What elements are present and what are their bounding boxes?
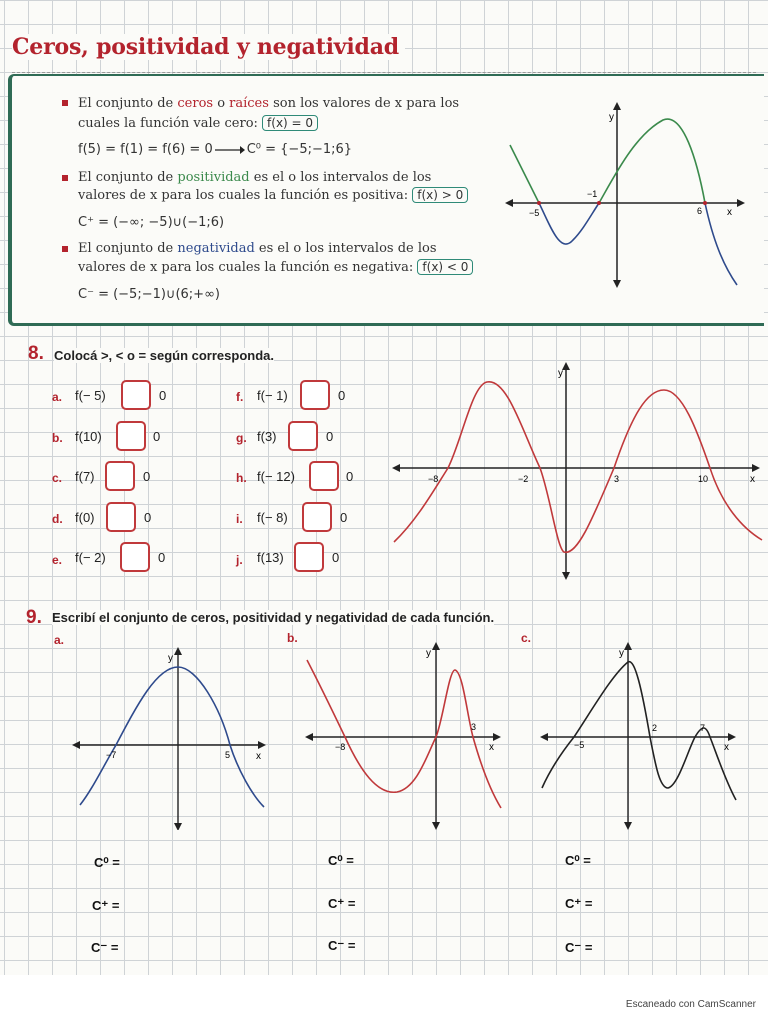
theory-positividad-line1: El conjunto de positividad es el o los intervalos de los — [78, 170, 432, 185]
item-expression: f(10) — [75, 429, 102, 444]
item-zero: 0 — [143, 469, 151, 484]
negatividad-formula: C⁻ = (−5;−1)∪(6;+∞) — [78, 287, 220, 302]
theory-positividad-line2: valores de x para los cuales la función es positiva: f(x) > 0 — [78, 187, 468, 204]
scanner-watermark: Escaneado con CamScanner — [625, 999, 756, 1010]
tick-label: 10 — [698, 474, 709, 484]
item-zero: 0 — [340, 510, 348, 525]
tick-label: 2 — [652, 723, 658, 733]
tick-label: −5 — [574, 740, 585, 750]
item-letter: f. — [236, 390, 244, 404]
item-zero: 0 — [158, 550, 166, 565]
item-zero: 0 — [159, 388, 167, 403]
positividad-formula: C⁺ = (−∞; −5)∪(−1;6) — [78, 215, 225, 230]
item-letter: h. — [236, 471, 247, 485]
item-letter: b. — [52, 431, 63, 445]
bullet-icon — [62, 100, 68, 106]
positividad-condition-box: f(x) > 0 — [412, 187, 468, 203]
item-expression: f(7) — [75, 469, 95, 484]
ceros-label-a: C⁰ = — [94, 855, 120, 870]
exercise-9b-graph — [305, 640, 505, 830]
title-divider — [12, 72, 756, 73]
item-zero: 0 — [338, 388, 346, 403]
graph-x-label: x — [724, 742, 729, 753]
item-expression: f(13) — [257, 550, 284, 565]
item-zero: 0 — [346, 469, 354, 484]
item-expression: f(− 1) — [257, 388, 288, 403]
answer-box-b[interactable] — [116, 421, 146, 451]
exercise-9c-graph — [540, 640, 740, 830]
tick-label: −8 — [428, 474, 439, 484]
item-letter: c. — [52, 471, 63, 485]
exercise-8-number: 8. — [28, 343, 44, 364]
positividad-label-c: C⁺ = — [565, 896, 593, 911]
theory-ceros-line1: El conjunto de ceros o raíces son los valores de x para los — [78, 96, 460, 111]
exercise-9a-graph — [72, 645, 270, 830]
item-expression: f(3) — [257, 429, 277, 444]
tick-label: −5 — [529, 208, 540, 218]
answer-box-e[interactable] — [120, 542, 150, 572]
tick-label: −1 — [587, 189, 598, 199]
answer-box-f[interactable] — [300, 380, 330, 410]
ceros-label-b: C⁰ = — [328, 853, 354, 868]
tick-label: −2 — [518, 474, 529, 484]
tick-label: −7 — [106, 750, 117, 760]
tick-label: 3 — [614, 474, 620, 484]
bullet-icon — [62, 175, 68, 181]
item-expression: f(− 5) — [75, 388, 106, 403]
item-letter: i. — [236, 512, 243, 526]
negatividad-label-c: C⁻ = — [565, 940, 593, 955]
item-expression: f(− 2) — [75, 550, 106, 565]
ceros-label-c: C⁰ = — [565, 853, 591, 868]
item-letter: d. — [52, 512, 63, 526]
item-letter: g. — [236, 431, 247, 445]
tick-label: 3 — [471, 722, 477, 732]
page-title: Ceros, positividad y negatividad — [12, 34, 405, 60]
positividad-label-a: C⁺ = — [92, 898, 120, 913]
part-a-label: a. — [54, 633, 65, 647]
theory-negatividad-line1: El conjunto de negatividad es el o los intervalos de los — [78, 241, 437, 256]
negatividad-label-a: C⁻ = — [91, 940, 119, 955]
answer-box-i[interactable] — [302, 502, 332, 532]
part-b-label: b. — [287, 631, 298, 645]
answer-box-j[interactable] — [294, 542, 324, 572]
item-zero: 0 — [144, 510, 152, 525]
item-letter: e. — [52, 553, 63, 567]
exercise-9-number: 9. — [26, 607, 42, 628]
graph-y-label: y — [426, 648, 431, 659]
tick-label: 7 — [700, 723, 706, 733]
answer-box-h[interactable] — [309, 461, 339, 491]
item-expression: f(0) — [75, 510, 95, 525]
item-zero: 0 — [326, 429, 334, 444]
graph-y-label: y — [558, 368, 563, 379]
exercise-8-graph — [392, 360, 764, 582]
negatividad-label-b: C⁻ = — [328, 938, 356, 953]
bullet-icon — [62, 246, 68, 252]
item-letter: a. — [52, 390, 63, 404]
item-letter: j. — [236, 553, 243, 567]
item-zero: 0 — [153, 429, 161, 444]
theory-ceros-line2: cuales la función vale cero: f(x) = 0 — [78, 115, 318, 132]
graph-y-label: y — [609, 112, 614, 123]
item-expression: f(− 8) — [257, 510, 288, 525]
negatividad-condition-box: f(x) < 0 — [417, 259, 473, 275]
answer-box-g[interactable] — [288, 421, 318, 451]
item-zero: 0 — [332, 550, 340, 565]
ceros-condition-box: f(x) = 0 — [262, 115, 318, 131]
theory-function-graph — [505, 100, 750, 290]
item-expression: f(− 12) — [257, 469, 295, 484]
tick-label: −8 — [335, 742, 346, 752]
graph-x-label: x — [727, 207, 732, 218]
positividad-label-b: C⁺ = — [328, 896, 356, 911]
answer-box-a[interactable] — [121, 380, 151, 410]
graph-x-label: x — [489, 742, 494, 753]
graph-y-label: y — [168, 653, 173, 664]
graph-y-label: y — [619, 648, 624, 659]
tick-label: 5 — [225, 750, 231, 760]
graph-x-label: x — [256, 751, 261, 762]
exercise-9-title: Escribí el conjunto de ceros, positividad y negatividad de cada función. — [52, 610, 495, 625]
arrow-right-icon — [215, 143, 245, 153]
tick-label: 6 — [697, 206, 703, 216]
answer-box-d[interactable] — [106, 502, 136, 532]
graph-x-label: x — [750, 474, 755, 485]
ceros-formula: f(5) = f(1) = f(6) = 0 C⁰ = {−5;−1;6} — [78, 142, 353, 157]
answer-box-c[interactable] — [105, 461, 135, 491]
part-c-label: c. — [521, 631, 532, 645]
theory-negatividad-line2: valores de x para los cuales la función es negativa: f(x) < 0 — [78, 259, 473, 276]
exercise-8-title: Colocá >, < o = según corresponda. — [54, 348, 274, 363]
